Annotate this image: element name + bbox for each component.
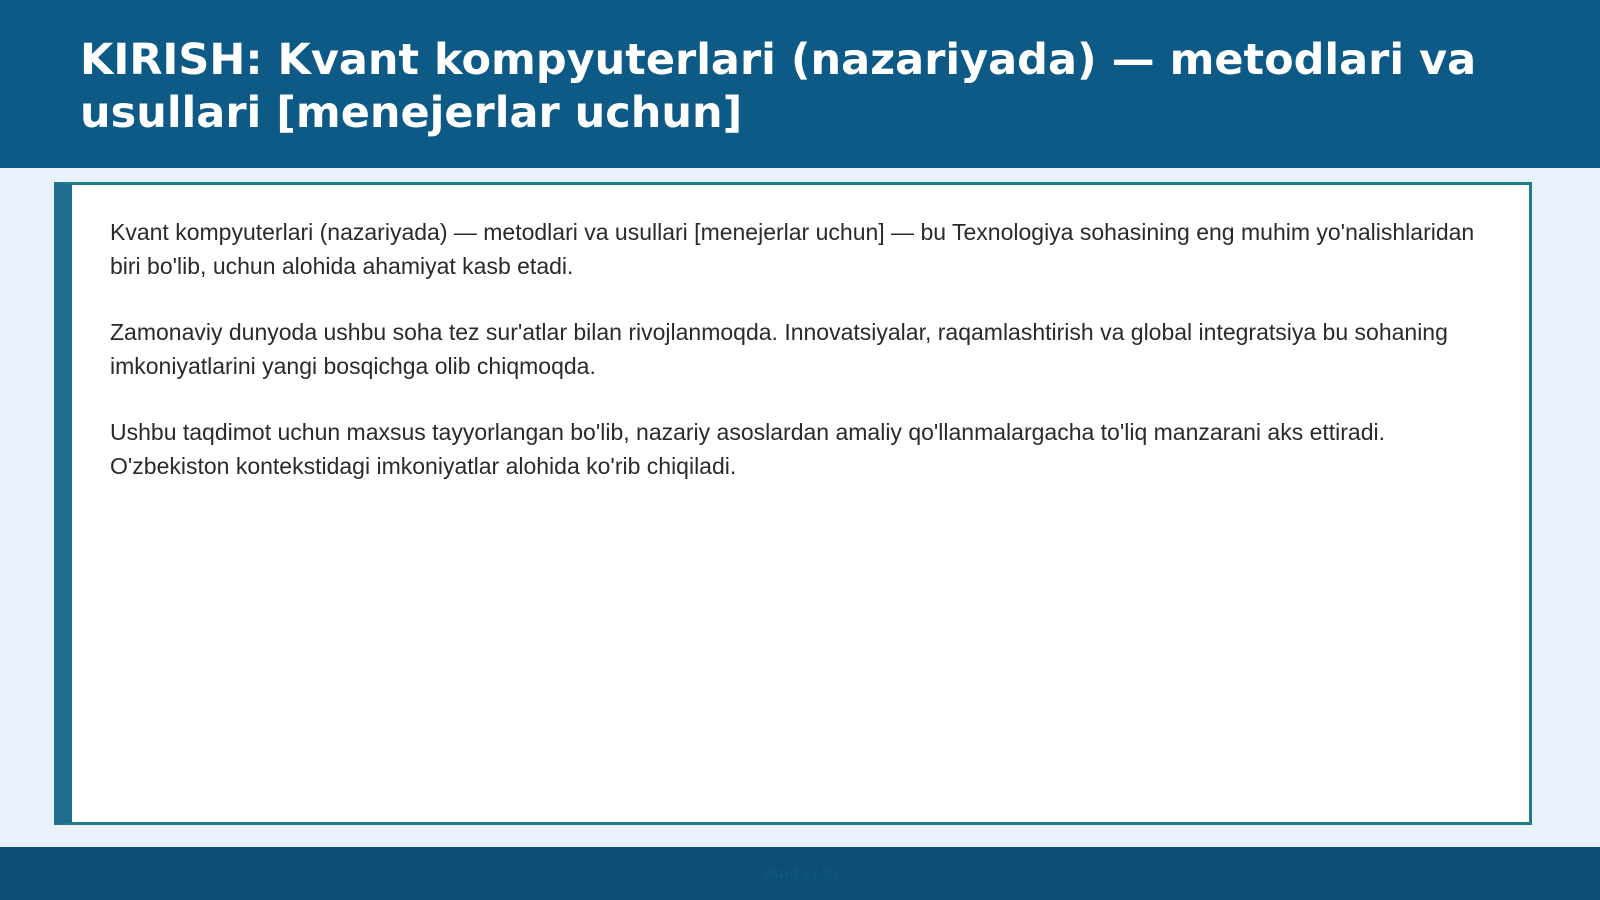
content-card <box>54 182 1532 825</box>
paragraph-presentation: Ushbu taqdimot uchun maxsus tayyorlangan bo'lib, nazariy asoslardan amaliy qo'llanmalargacha to'liq manzarani aks ettiradi. O'zbekiston kontekstidagi imkoniyatlar alohida ko'rib chiqiladi. <box>110 419 1386 479</box>
paragraph-intro: Kvant kompyuterlari (nazariyada) — metodlari va usullari [menejerlar uchun] — bu Texnologiya sohasining eng muhim yo'nalishlaridan biri bo'lib, uchun alohida ahamiyat kasb etadi. <box>110 219 1475 279</box>
content-body <box>110 215 1510 515</box>
slide-footer <box>0 847 1600 900</box>
slide-title: KIRISH: Kvant kompyuterlari (nazariyada) — metodlari va usullari [menejerlar uchun] <box>80 35 1477 138</box>
slide-header <box>0 0 1600 168</box>
slide-number: Slayd 2 / 20 <box>763 865 837 881</box>
paragraph-modern-world: Zamonaviy dunyoda ushbu soha tez sur'atlar bilan rivojlanmoqda. Innovatsiyalar, raqamlashtirish va global integratsiya bu sohaning imkoniyatlarini yangi bosqichga olib chiqmoqda. <box>110 319 1448 379</box>
